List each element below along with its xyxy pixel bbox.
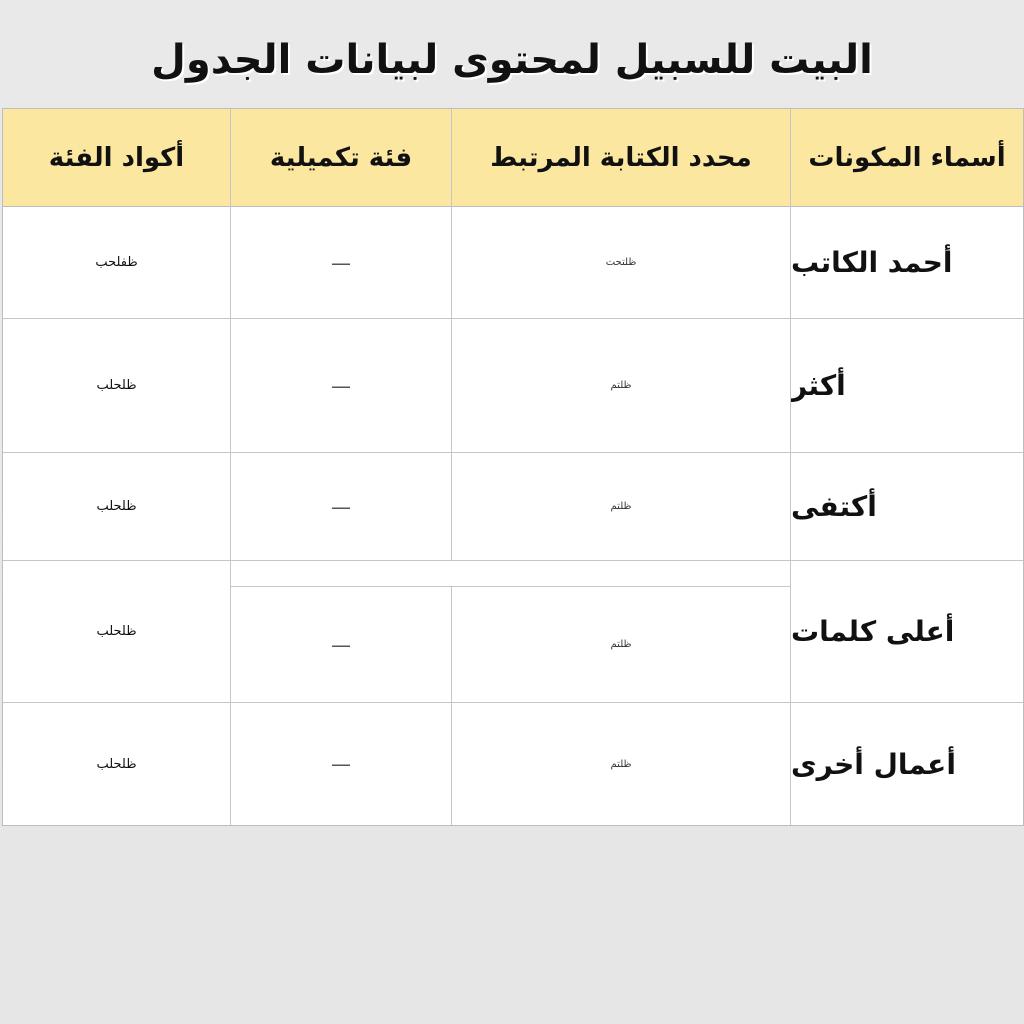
table-row-4-subrow (231, 561, 791, 587)
table-row-1-value: ظلتحت (452, 207, 791, 319)
data-table (2, 108, 1024, 826)
table-row-1-dash: — (231, 207, 452, 319)
table-row-4-value: ظلتم (452, 587, 791, 703)
table-row-2-name: أكثر (791, 319, 1023, 453)
table-row-4-code: ظلحلب (3, 561, 231, 703)
column-header-supplementary: فئة تكميلية (231, 109, 452, 207)
table-row-3-dash: — (231, 453, 452, 561)
column-header-codes: أكواد الفئة (3, 109, 231, 207)
table-row-5-name: أعمال أخرى (791, 703, 1023, 825)
table-row-2-dash: — (231, 319, 452, 453)
table-row-5-value: ظلتم (452, 703, 791, 825)
page-title: البيت للسبيل لمحتوى لبيانات الجدول (151, 37, 873, 83)
table-row-4-name: أعلى كلمات (791, 561, 1023, 703)
table-row-5-code: ظلحلب (3, 703, 231, 825)
table-row-3-code: ظلحلب (3, 453, 231, 561)
column-header-linked-writer: محدد الكتابة المرتبط (452, 109, 791, 207)
table-row-5-dash: — (231, 703, 452, 825)
table-row-2-code: ظلحلب (3, 319, 231, 453)
column-header-component-names: أسماء المكونات (791, 109, 1023, 207)
table-row-1-name: أحمد الكاتب (791, 207, 1023, 319)
table-row-4-dash: — (231, 587, 452, 703)
table-row-3-name: أكتفى (791, 453, 1023, 561)
table-row-1-code: ظفلحب (3, 207, 231, 319)
table-row-3-value: ظلتم (452, 453, 791, 561)
table-row-2-value: ظلتم (452, 319, 791, 453)
